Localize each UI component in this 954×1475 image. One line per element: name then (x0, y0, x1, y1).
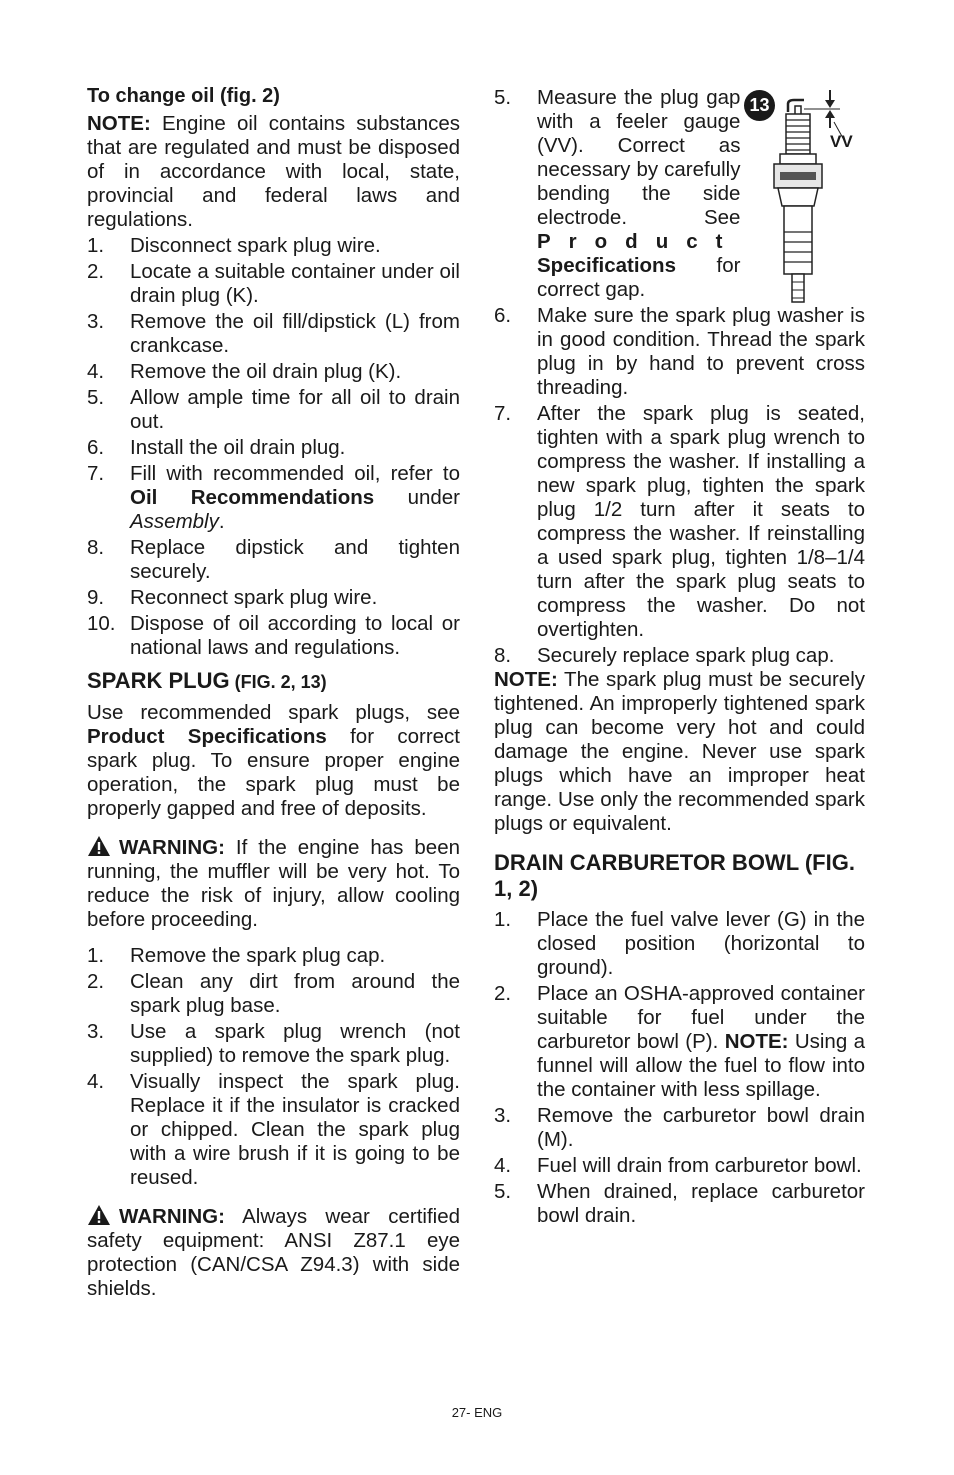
warning-safety-equipment: WARNING: Always wear certified safety equipment: ANSI Z87.1 eye protection (CAN/CSA Z94.3) with side shields. (87, 1205, 460, 1300)
list-item: 5. Measure the plug gap with a feeler gauge (VV). Correct as necessary by carefully bending the side electrode. See Product Specifications for correct gap. (494, 86, 741, 301)
list-item: 8. Securely replace spark plug cap. (494, 644, 835, 667)
list-item: 2. Locate a suitable container under oil drain plug (K). (87, 260, 460, 307)
oil-note (87, 112, 460, 232)
list-item: 3. Remove the oil fill/dipstick (L) from crankcase. (87, 310, 460, 357)
gap-label-vv: VV (830, 132, 853, 151)
figure-13 (744, 86, 862, 308)
warning-icon (87, 835, 111, 857)
list-item: 2. Clean any dirt from around the spark plug base. (87, 970, 460, 1017)
list-item: 3. Remove the carburetor bowl drain (M). (494, 1104, 865, 1151)
list-item: 6. Install the oil drain plug. (87, 436, 346, 459)
spark-note: NOTE: The spark plug must be securely tightened. An improperly tightened spark plug can become very hot and could damage the engine. Never use spark plugs which have an improper heat range. Use only the recommended spark plugs or equivalent. (494, 668, 865, 835)
list-item: 6. Make sure the spark plug washer is in good condition. Thread the spark plug in by hand to prevent cross threading. (494, 304, 865, 399)
note-text: Engine oil contains substances that are regulated and must be disposed of in accordance with local, state, provincial and federal laws and regulations. (87, 112, 460, 231)
spark-intro: Use recommended spark plugs, see Product Specifications for correct spark plug. To ensure proper engine operation, the spark plug must be properly gapped and free of deposits. (87, 701, 460, 820)
list-item: 1. Disconnect spark plug wire. (87, 234, 381, 257)
list-item: 5. Allow ample time for all oil to drain out. (87, 386, 460, 433)
list-item: 1. Place the fuel valve lever (G) in the closed position (horizontal to ground). (494, 908, 865, 979)
oil-change-heading: To change oil (fig. 2) (87, 85, 280, 107)
list-item: 2. Place an OSHA-approved container suitable for fuel under the carburetor bowl (P). NOTE: Using a funnel will allow the fuel to flow into the container with less spillage. (494, 982, 865, 1101)
figure-number-badge: 13 (744, 90, 775, 121)
list-item: 8. Replace dipstick and tighten securely. (87, 536, 460, 583)
list-item: 1. Remove the spark plug cap. (87, 944, 386, 967)
list-item: 10. Dispose of oil according to local or national laws and regulations. (87, 612, 460, 659)
list-item: 4. Fuel will drain from carburetor bowl. (494, 1154, 862, 1177)
list-item: 5. When drained, replace carburetor bowl drain. (494, 1180, 865, 1227)
spark-plug-heading: SPARK PLUG (FIG. 2, 13) (87, 668, 327, 693)
list-item: 7. Fill with recommended oil, refer to Oil Recommendations under Assembly. (87, 462, 460, 533)
warning-hot-muffler: WARNING: If the engine has been running, the muffler will be very hot. To reduce the risk of injury, allow cooling before proceeding. (87, 836, 460, 931)
list-item: 4. Remove the oil drain plug (K). (87, 360, 402, 383)
list-item: 4. Visually inspect the spark plug. Replace it if the insulator is cracked or chipped. Clean the spark plug with a wire brush if it is going to be reused. (87, 1070, 460, 1189)
spark-steps-list (87, 944, 460, 1190)
list-item: 9. Reconnect spark plug wire. (87, 586, 378, 609)
list-item: 7. After the spark plug is seated, tighten with a spark plug wrench to compress the washer. If installing a new spark plug, tighten the spark plug 1/2 turn after it seats to compress the washer. If reinstalling a used spark plug, tighten 1/8–1/4 turn after the spark plug seats to compress the washer. Do not overtighten. (494, 402, 865, 641)
spark-plug-diagram-icon (744, 86, 862, 308)
oil-steps-list (87, 234, 460, 660)
left-column (87, 84, 460, 1313)
note-label: NOTE: (87, 112, 151, 135)
drain-steps-list (494, 908, 865, 1228)
drain-carburetor-heading: DRAIN CARBURETOR BOWL (FIG. 1, 2) (494, 850, 855, 901)
page-footer: 27- ENG (451, 1405, 503, 1420)
list-item: 3. Use a spark plug wrench (not supplied) to remove the spark plug. (87, 1020, 460, 1067)
warning-icon (87, 1204, 111, 1226)
